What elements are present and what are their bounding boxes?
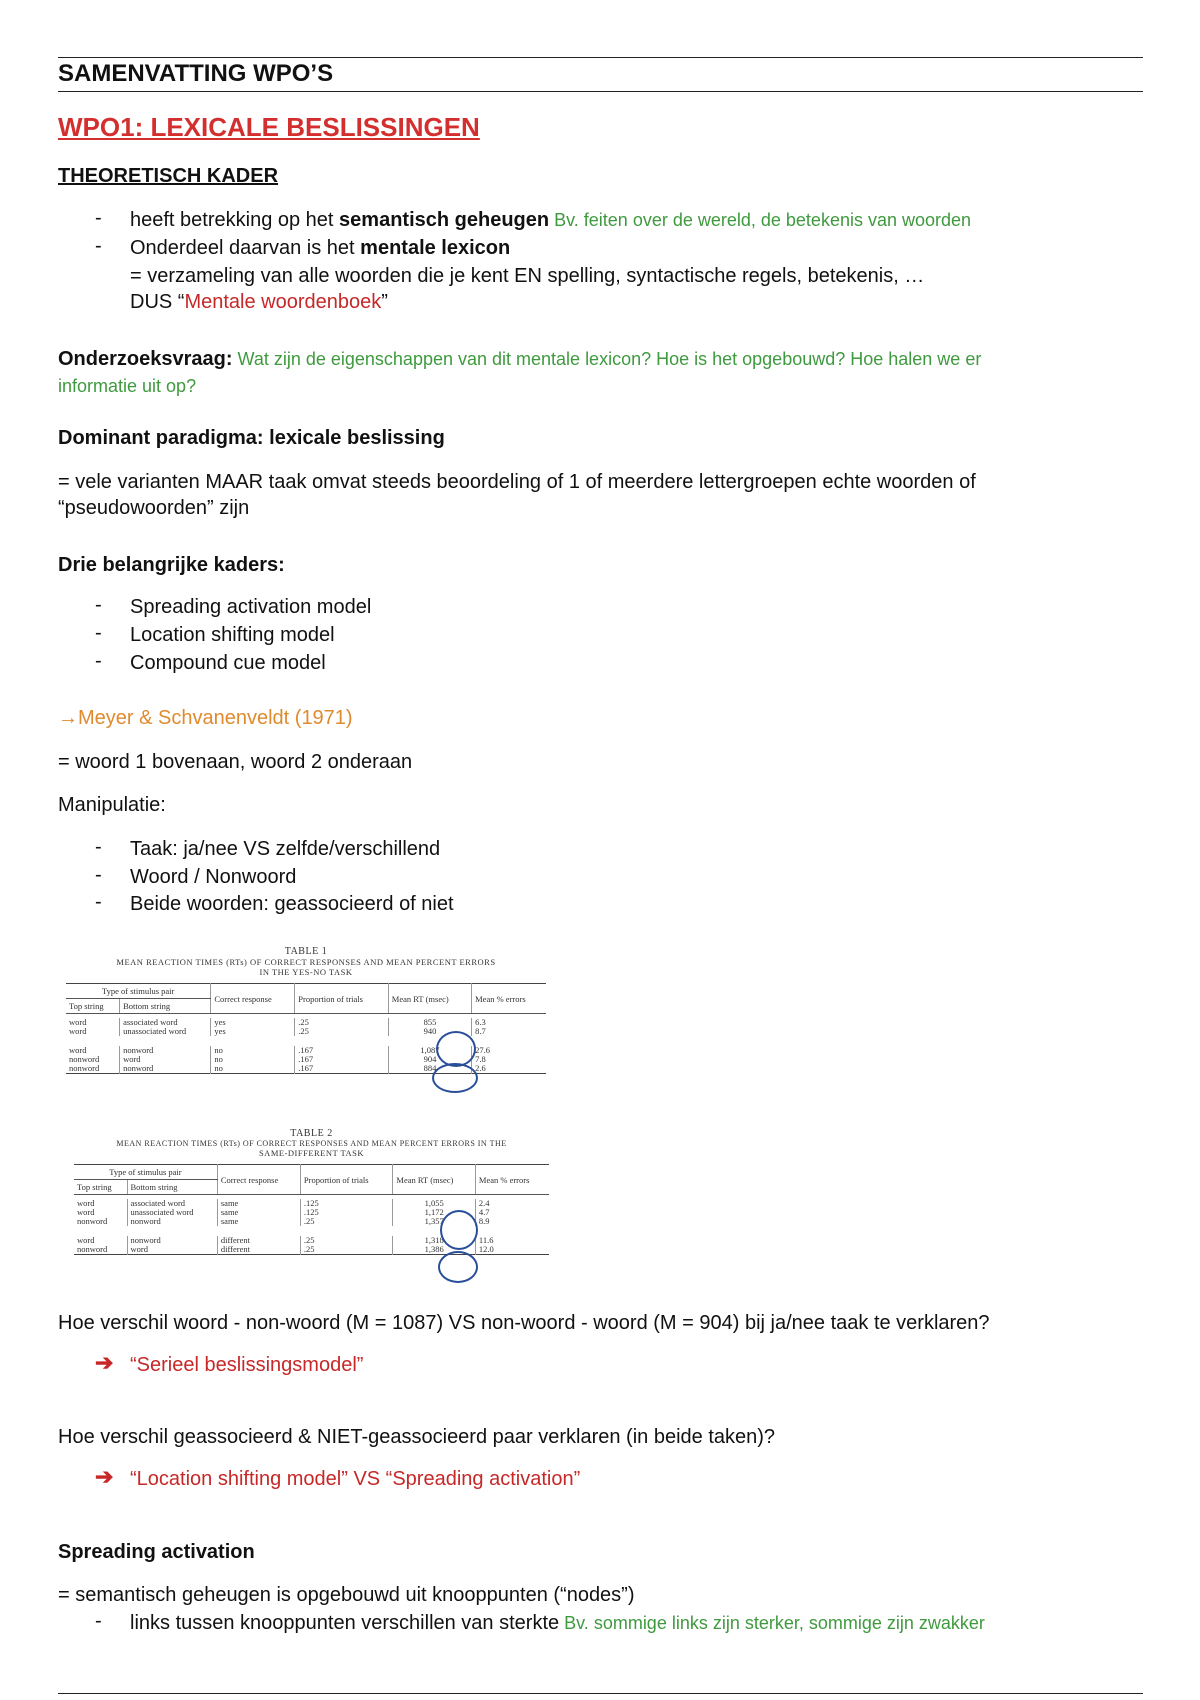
spreading-line-1: = semantisch geheugen is opgebouwd uit knooppunten (“nodes”) <box>58 1584 635 1606</box>
paradigm-line-2: “pseudowoorden” zijn <box>58 497 250 519</box>
table-cell: .25 <box>300 1245 393 1255</box>
framework-item: Compound cue model <box>130 652 326 674</box>
answer-1: “Serieel beslissingsmodel” <box>130 1354 364 1376</box>
manipulation-item: Beide woorden: geassocieerd of niet <box>130 893 454 915</box>
table-cell: word <box>69 1026 87 1036</box>
research-question-line2: informatie uit op? <box>58 376 197 396</box>
highlight-circle-different-task <box>438 1251 478 1283</box>
table-cell: 1,055 <box>393 1199 475 1208</box>
manipulation-label: Manipulatie: <box>58 794 166 816</box>
manipulation-item: Woord / Nonwoord <box>130 866 297 888</box>
bullet-dash: - <box>95 891 102 913</box>
table-cell: .167 <box>295 1064 388 1074</box>
bullet-dash: - <box>95 594 102 616</box>
section-title: WPO1: LEXICALE BESLISSINGEN <box>58 112 480 142</box>
table-cell: 11.6 <box>475 1236 549 1245</box>
theory-heading: THEORETISCH KADER <box>58 165 279 187</box>
table-cell: 2.6 <box>472 1064 546 1074</box>
theory-bullet-1-example: Bv. feiten over de wereld, de betekenis van woorden <box>549 210 972 230</box>
theory-bullet-2 <box>130 235 510 261</box>
table-1-header: Correct response <box>211 984 295 1014</box>
question-2: Hoe verschil geassocieerd & NIET-geassocieerd paar verklaren (in beide taken)? <box>58 1426 776 1448</box>
table-cell: associated word <box>127 1199 217 1208</box>
table-cell: .25 <box>295 1027 388 1036</box>
table-cell: nonword <box>69 1054 100 1064</box>
table-cell: nonword <box>127 1217 217 1226</box>
table-1-header: Mean RT (msec) <box>388 984 471 1014</box>
spreading-bullet-example: Bv. sommige links zijn sterker, sommige zijn zwakker <box>559 1613 985 1633</box>
mental-lexicon-term: mentale lexicon <box>360 237 511 259</box>
theory-bullet-1-text: heeft betrekking op het <box>130 209 340 231</box>
framework-item: Spreading activation model <box>130 596 372 618</box>
table-1-label: TABLE 1 <box>284 946 328 957</box>
table-cell: nonword <box>127 1236 217 1245</box>
research-question-text: Wat zijn de eigenschappen van dit mentale lexicon? Hoe is het opgebouwd? Hoe halen we er <box>232 349 982 369</box>
paradigm-line-1: = vele varianten MAAR taak omvat steeds beoordeling of 1 of meerdere lettergroepen echte woorden of <box>58 471 976 493</box>
table-cell: .167 <box>295 1046 388 1055</box>
table-2-header: Mean RT (msec) <box>393 1165 475 1195</box>
table-cell: 8.7 <box>472 1027 546 1036</box>
theory-bullet-2-definition: = verzameling van alle woorden die je kent EN spelling, syntactische regels, betekenis, … <box>130 265 925 287</box>
table-2-label: TABLE 2 <box>290 1128 333 1139</box>
table-2-header: Proportion of trials <box>300 1165 393 1195</box>
paradigm-heading: Dominant paradigma: lexicale beslissing <box>58 427 445 449</box>
top-rule <box>58 57 1143 58</box>
table-1-header: Proportion of trials <box>295 984 388 1014</box>
table-cell: word <box>120 1055 211 1064</box>
theory-bullet-2-conclusion <box>130 289 388 315</box>
table-cell: 1,357 <box>393 1217 475 1226</box>
bullet-dash: - <box>95 650 102 672</box>
table-1-caption: MEAN REACTION TIMES (RTs) OF CORRECT RESPONSES AND MEAN PERCENT ERRORS <box>116 957 496 967</box>
spreading-heading: Spreading activation <box>58 1541 255 1563</box>
bullet-dash: - <box>95 864 102 886</box>
table-cell: same <box>217 1199 300 1208</box>
table-2-header: Top string <box>74 1180 127 1195</box>
manipulation-item: Taak: ja/nee VS zelfde/verschillend <box>130 838 441 860</box>
table-cell: .25 <box>300 1236 393 1245</box>
framework-item: Location shifting model <box>130 624 335 646</box>
meyer-reference: →Meyer & Schvanenveldt (1971) <box>58 707 353 729</box>
bullet-dash: - <box>95 836 102 858</box>
research-question <box>58 346 981 372</box>
table-2-caption-2: SAME-DIFFERENT TASK <box>258 1148 365 1158</box>
table-1-header: Mean % errors <box>472 984 546 1014</box>
table-cell: 7.8 <box>472 1055 546 1064</box>
bottom-rule <box>58 1693 1143 1694</box>
table-cell: word <box>77 1198 95 1208</box>
bullet-dash: - <box>95 235 102 257</box>
table-cell: unassociated word <box>120 1027 211 1036</box>
table-cell: .25 <box>300 1217 393 1226</box>
table-1 <box>66 983 546 1074</box>
table-cell: 855 <box>388 1018 471 1027</box>
table-cell: 1,318 <box>393 1236 475 1245</box>
table-row <box>66 1027 546 1036</box>
table-cell: 8.9 <box>475 1217 549 1226</box>
table-cell: yes <box>211 1027 295 1036</box>
table-cell: 1,386 <box>393 1245 475 1255</box>
table-cell: .167 <box>295 1055 388 1064</box>
table-cell: unassociated word <box>127 1208 217 1217</box>
highlight-circle-same-task <box>440 1210 478 1250</box>
table-2-header: Correct response <box>217 1165 300 1195</box>
table-cell: word <box>77 1235 95 1245</box>
table-cell: 27.6 <box>472 1046 546 1055</box>
table-cell: 904 <box>388 1055 471 1064</box>
table-row <box>74 1217 549 1226</box>
table-cell: different <box>217 1245 300 1255</box>
table-cell: associated word <box>120 1018 211 1027</box>
arrow-right-icon: ➔ <box>95 1464 114 1489</box>
conclusion-prefix: DUS “ <box>130 291 185 313</box>
table-cell: 4.7 <box>475 1208 549 1217</box>
table-cell: .125 <box>300 1208 393 1217</box>
table-cell: 940 <box>388 1027 471 1036</box>
table-row <box>74 1245 549 1255</box>
table-cell: 2.4 <box>475 1199 549 1208</box>
table-cell: word <box>127 1245 217 1255</box>
bullet-dash: - <box>95 622 102 644</box>
table-cell: word <box>77 1207 95 1217</box>
table-cell: word <box>69 1045 87 1055</box>
table-cell: same <box>217 1217 300 1226</box>
table-cell: 884 <box>388 1064 471 1074</box>
table-cell: .25 <box>295 1018 388 1027</box>
table-1-scan <box>66 946 546 1074</box>
table-cell: no <box>211 1055 295 1064</box>
highlight-circle-associated <box>436 1031 476 1067</box>
table-2 <box>74 1164 549 1255</box>
table-1-caption-2: IN THE YES-NO TASK <box>259 967 353 977</box>
table-1-header: Bottom string <box>120 999 211 1014</box>
title-underline-rule <box>58 91 1143 92</box>
theory-bullet-2-text: Onderdeel daarvan is het <box>130 237 361 259</box>
table-1-group-header: Type of stimulus pair <box>66 984 211 999</box>
answer-2: “Location shifting model” VS “Spreading activation” <box>130 1468 581 1490</box>
mental-dictionary-term: Mentale woordenboek <box>184 291 382 313</box>
table-cell: same <box>217 1208 300 1217</box>
table-cell: nonword <box>120 1046 211 1055</box>
conclusion-suffix: ” <box>381 291 388 313</box>
table-cell: different <box>217 1236 300 1245</box>
bullet-dash: - <box>95 207 102 229</box>
table-cell: no <box>211 1046 295 1055</box>
table-cell: 1,087 <box>388 1046 471 1055</box>
table-2-header: Bottom string <box>127 1180 217 1195</box>
meyer-description: = woord 1 bovenaan, woord 2 onderaan <box>58 751 413 773</box>
highlight-circle-word-nonword <box>432 1063 478 1093</box>
table-cell: word <box>69 1017 87 1027</box>
table-cell: 12.0 <box>475 1245 549 1255</box>
table-2-scan <box>74 1128 549 1255</box>
document-title: SAMENVATTING WPO’S <box>58 60 334 87</box>
table-cell: 1,172 <box>393 1208 475 1217</box>
table-cell: no <box>211 1064 295 1074</box>
research-question-label: Onderzoeksvraag: <box>58 348 233 370</box>
table-2-header: Mean % errors <box>475 1165 549 1195</box>
table-cell: nonword <box>77 1244 108 1254</box>
spreading-bullet <box>130 1610 985 1636</box>
bullet-dash: - <box>95 1610 102 1632</box>
table-cell: yes <box>211 1018 295 1027</box>
spreading-bullet-text: links tussen knooppunten verschillen van sterkte <box>130 1612 560 1634</box>
table-2-group-header: Type of stimulus pair <box>74 1165 217 1180</box>
table-cell: 6.3 <box>472 1018 546 1027</box>
table-cell: nonword <box>69 1063 100 1073</box>
arrow-right-icon: ➔ <box>95 1350 114 1375</box>
theory-bullet-1 <box>130 207 971 233</box>
frameworks-heading: Drie belangrijke kaders: <box>58 554 285 576</box>
semantic-memory-term: semantisch geheugen <box>339 209 550 231</box>
table-1-header: Top string <box>66 999 120 1014</box>
table-cell: .125 <box>300 1199 393 1208</box>
table-2-caption: MEAN REACTION TIMES (RTs) OF CORRECT RESPONSES AND MEAN PERCENT ERRORS IN THE <box>116 1139 507 1148</box>
table-cell: nonword <box>77 1216 108 1226</box>
table-cell: nonword <box>120 1064 211 1074</box>
question-1: Hoe verschil woord - non-woord (M = 1087) VS non-woord - woord (M = 904) bij ja/nee taak te verklaren? <box>58 1312 990 1334</box>
